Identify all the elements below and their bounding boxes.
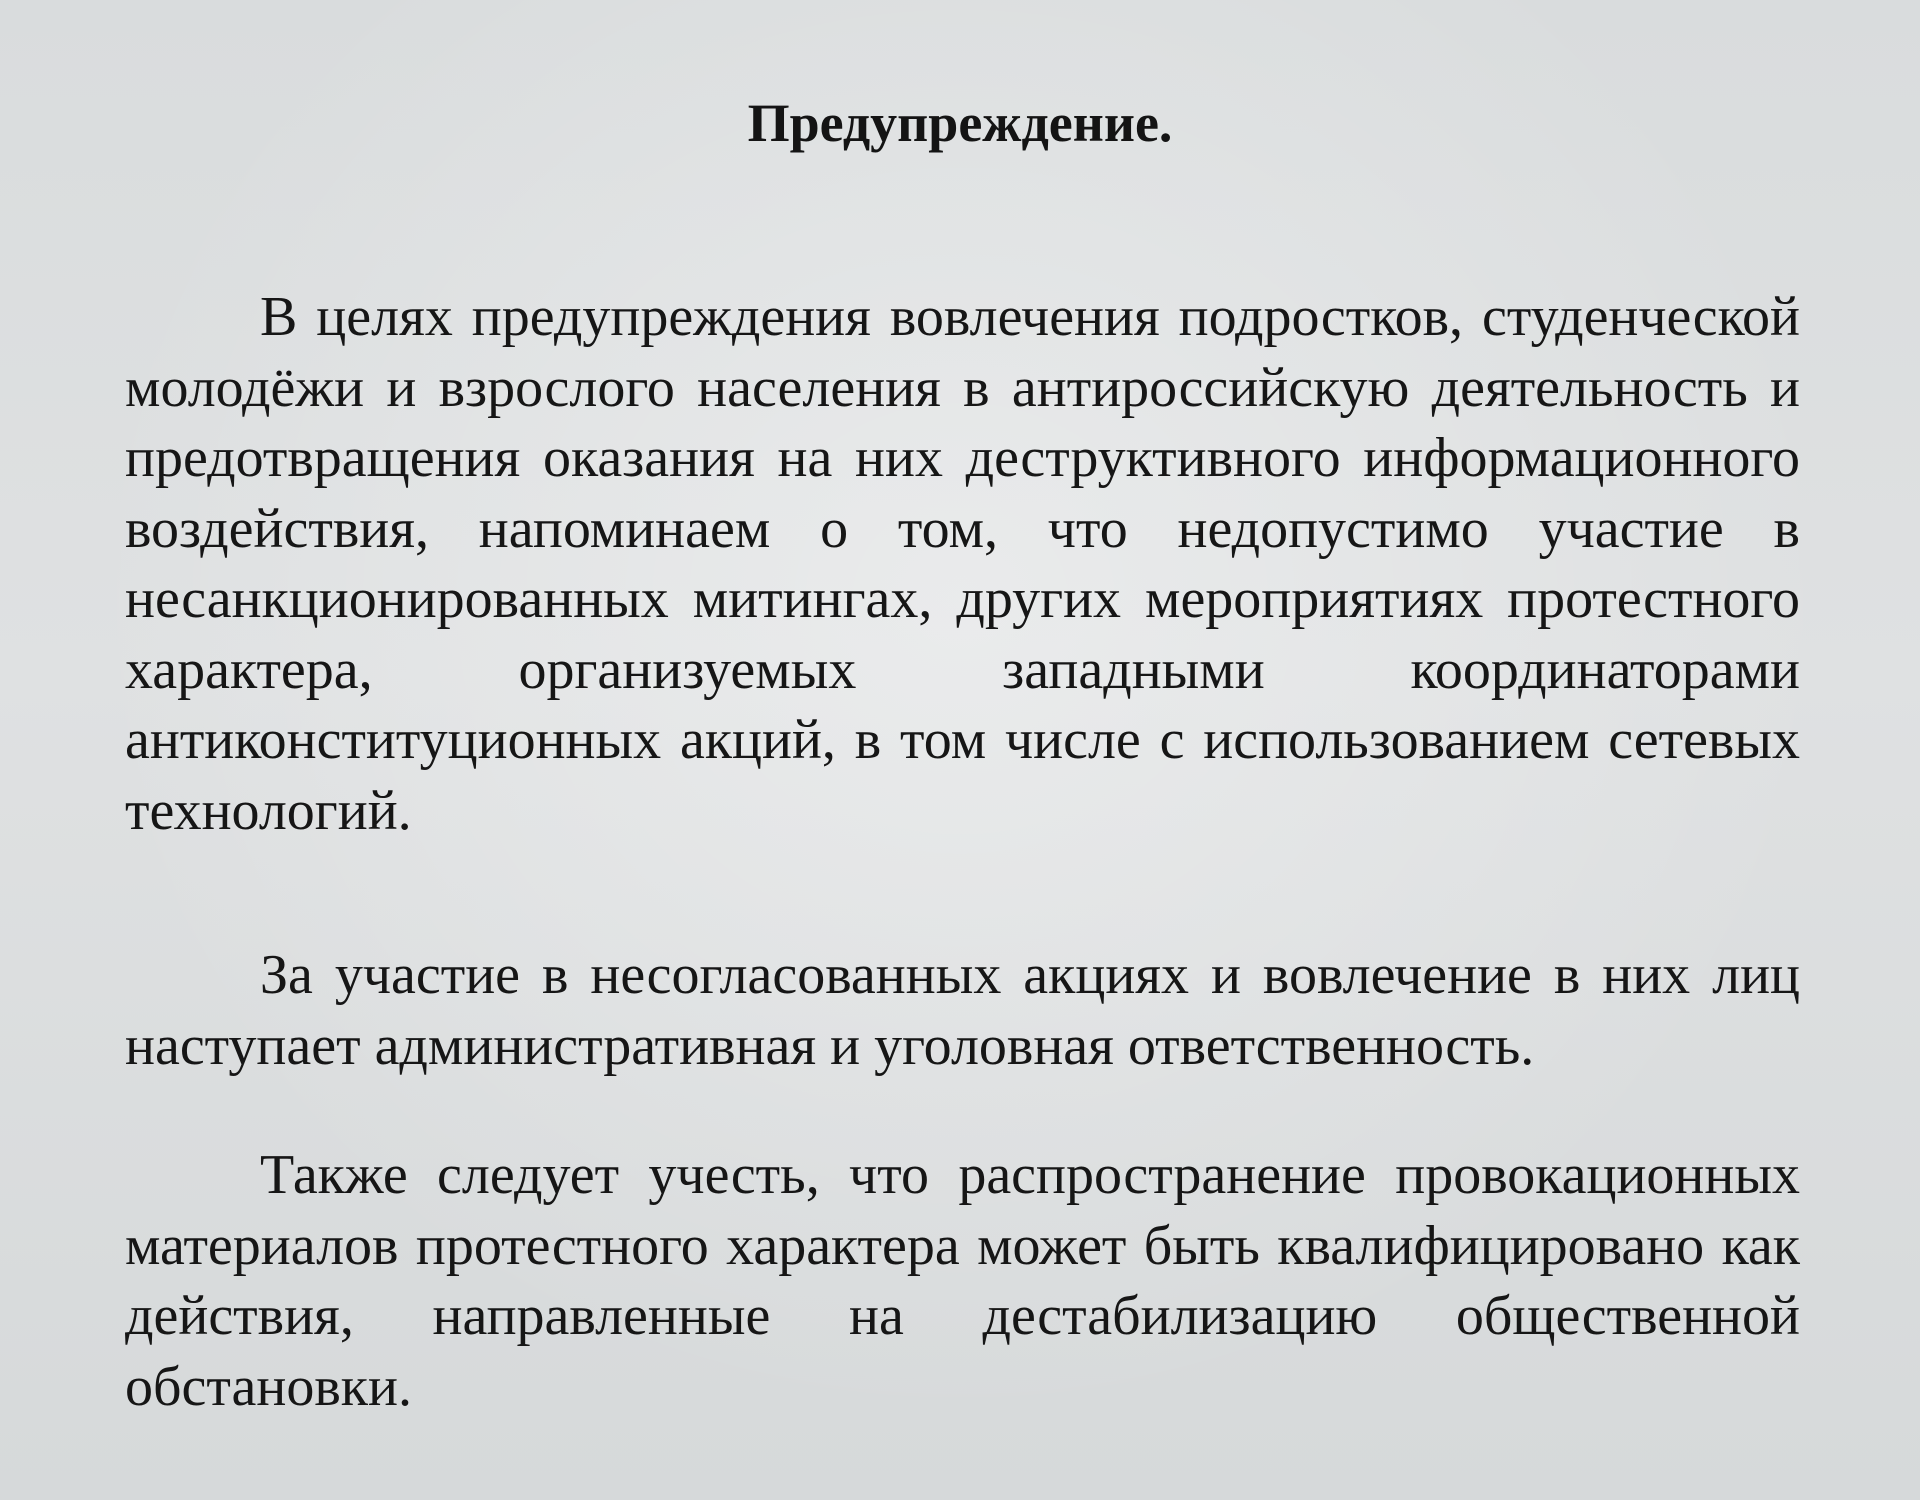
paragraph-2-container [125, 940, 1800, 1081]
paragraph-1: В целях предупреждения вовлечения подростков, студенческой молодёжи и взрослого населения в антироссийскую деятельность и предотвращения оказания на них деструктивного информационного воздействия, напоминаем о том, что недопустимо участие в несанкционированных митингах, других мероприятиях протестного характера, организуемых западными координаторами антиконституционных акций, в том числе с использованием сетевых технологий. [125, 286, 1800, 842]
paragraph-3-container [125, 1140, 1800, 1422]
paragraph-1-container [125, 282, 1800, 846]
paragraph-2: За участие в несогласованных акциях и вовлечение в них лиц наступает административная и уголовная ответственность. [125, 944, 1800, 1077]
paragraph-3: Также следует учесть, что распространение провокационных материалов протестного характера может быть квалифицировано как действия, направленные на дестабилизацию общественной обстановки. [125, 1144, 1800, 1418]
document-title: Предупреждение. [747, 93, 1173, 153]
